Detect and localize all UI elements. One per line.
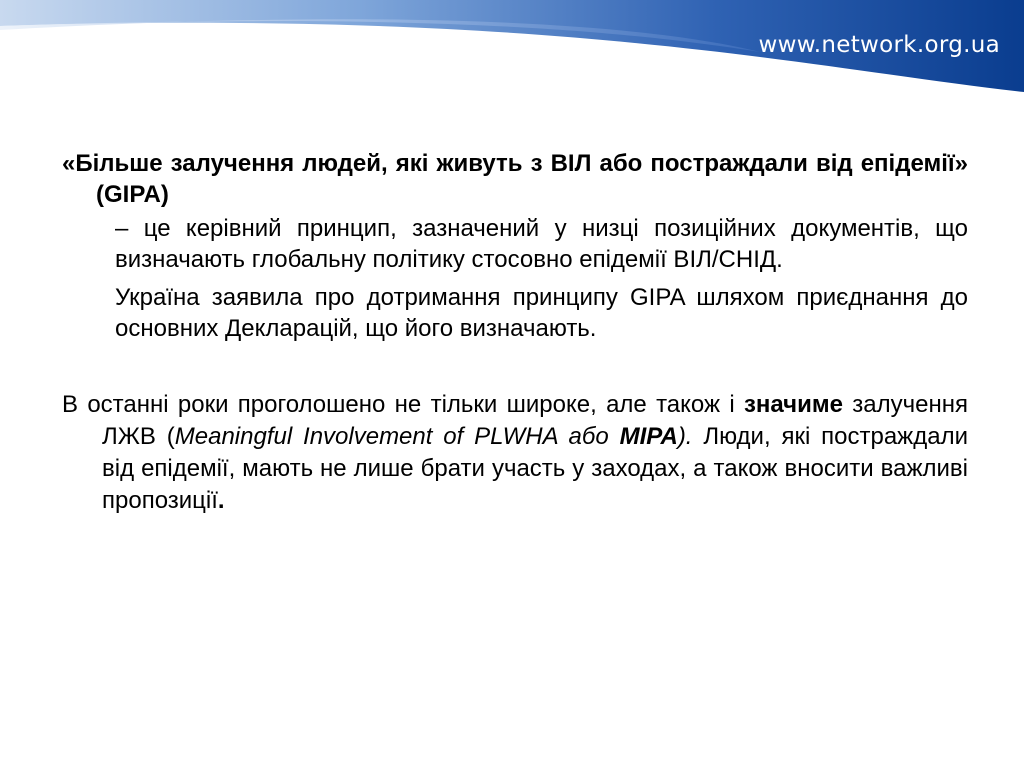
gipa-definition: – це керівний принцип, зазначений у низці позиційних документів, що визначають глобальну політику стосовно епідемії ВІЛ/СНІД. — [115, 215, 968, 273]
closing-paren: ). — [677, 423, 693, 450]
website-url[interactable]: www.network.org.ua — [758, 32, 1000, 58]
gipa-title: «Більше залучення людей, які живуть з ВІЛ або постраждали від епідемії» (GIPA) — [62, 150, 968, 208]
mipa-intro: В останні роки проголошено не тільки широке, але також і — [62, 391, 744, 418]
ukraine-statement: Україна заявила про дотримання принципу GIPA шляхом приєднання до основних Декларацій, що його визначають. — [115, 284, 968, 342]
slide-body — [62, 148, 968, 517]
final-dot: . — [217, 487, 225, 514]
meaningful-word: значиме — [744, 391, 843, 418]
mipa-paragraph — [62, 389, 968, 517]
involvement-text: залучення ЛЖВ ( — [102, 391, 968, 450]
mipa-rest: Люди, які постраждали від епідемії, мають не лише брати участь у заходах, а також вносити важливі пропозиції — [102, 423, 969, 514]
mipa-abbreviation: MIPA — [619, 423, 678, 450]
english-phrase: Meaningful Involvement of PLWHA або — [174, 423, 620, 450]
